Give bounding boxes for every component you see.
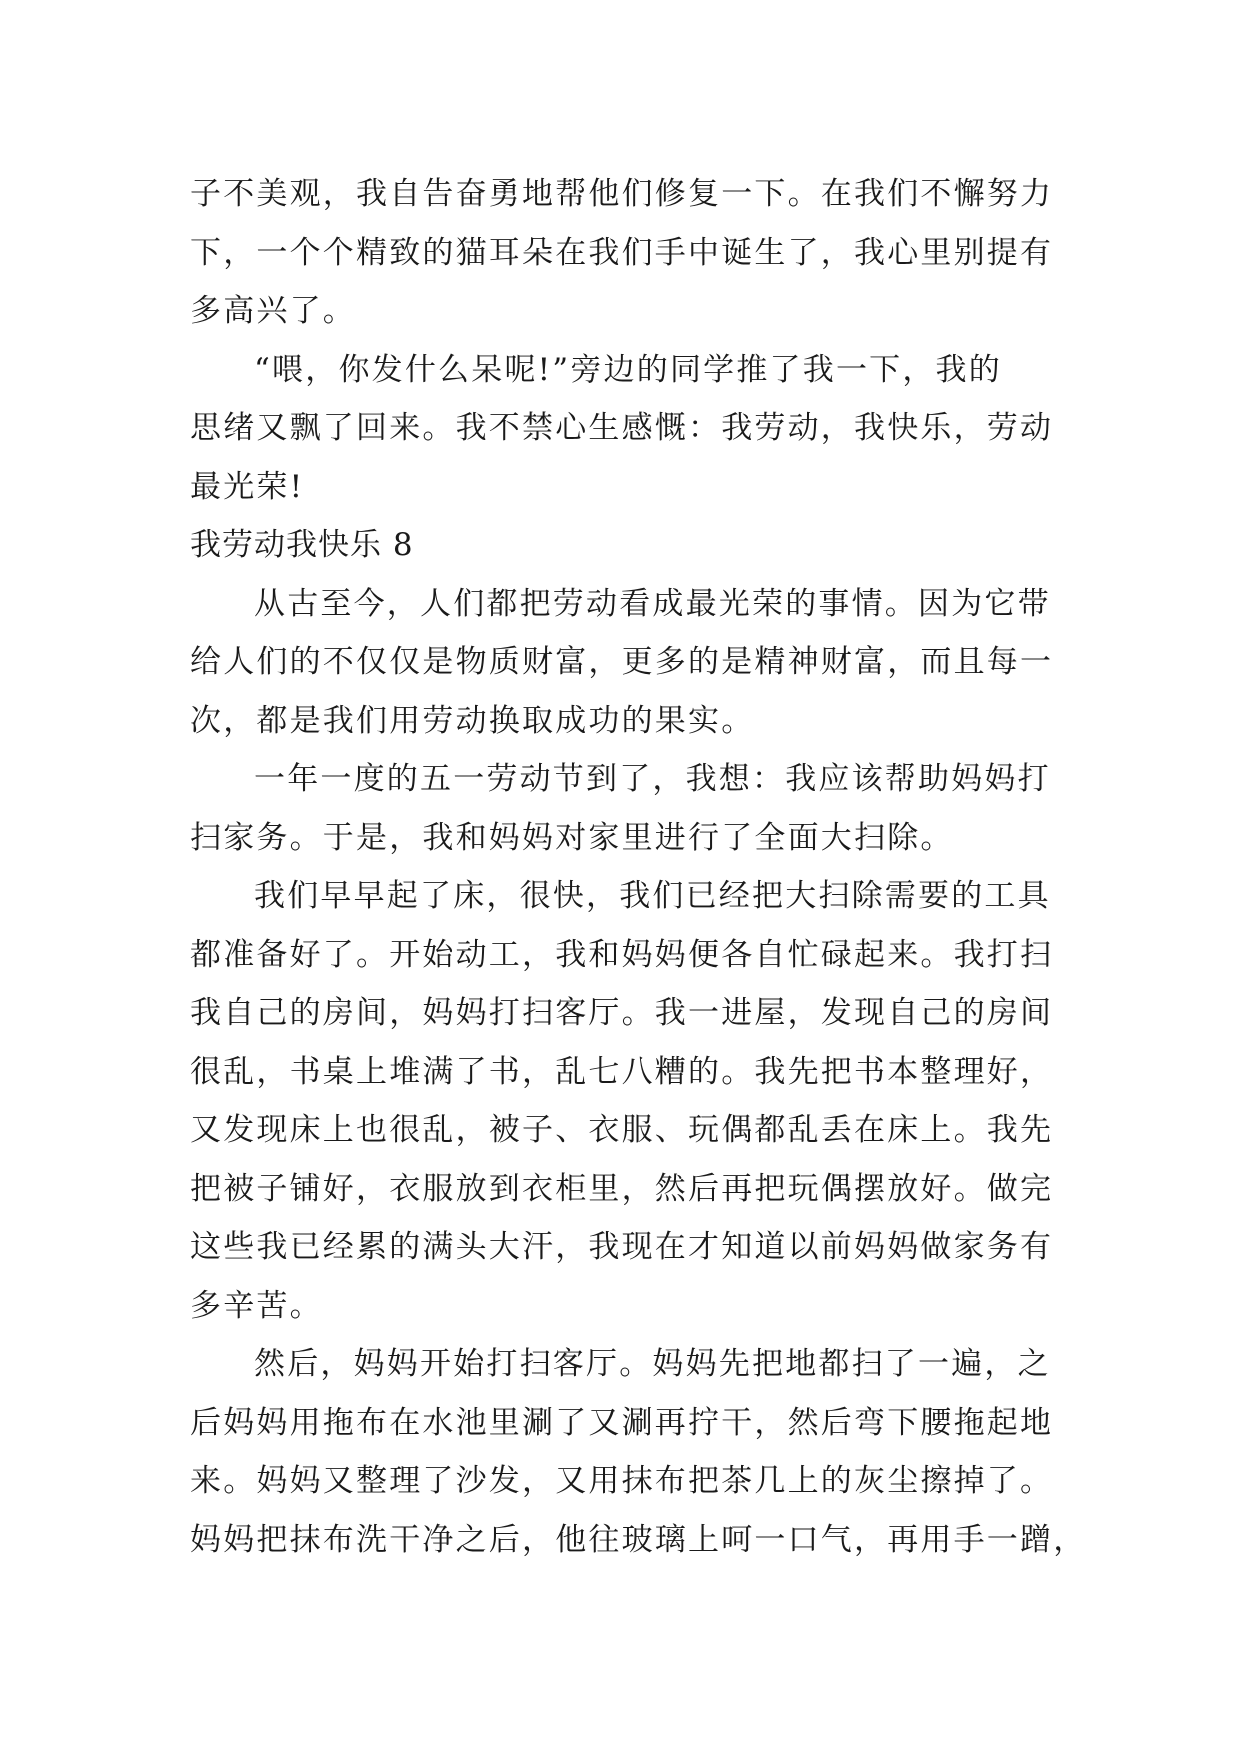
text-line: 扫家务。于是，我和妈妈对家里进行了全面大扫除。 — [190, 819, 954, 856]
text-line: 思绪又飘了回来。我不禁心生感慨：我劳动，我快乐，劳动 — [190, 410, 1054, 446]
text-line: 多高兴了。 — [190, 293, 356, 329]
text-line: 给人们的不仅仅是物质财富，更多的是精神财富，而且每一 — [190, 644, 1054, 680]
text-line: “喂，你发什么呆呢!”旁边的同学推了我一下，我的 — [254, 351, 1002, 388]
text-line: 又发现床上也很乱，被子、衣服、玩偶都乱丢在床上。我先 — [190, 1112, 1054, 1148]
text-line: 把被子铺好，衣服放到衣柜里，然后再把玩偶摆放好。做完 — [190, 1170, 1054, 1207]
text-line: 然后，妈妈开始打扫客厅。妈妈先把地都扫了一遍，之 — [254, 1346, 1051, 1382]
text-line: 来。妈妈又整理了沙发，又用抹布把茶几上的灰尘擦掉了。 — [190, 1463, 1054, 1499]
text-line: 都准备好了。开始动工，我和妈妈便各自忙碌起来。我打扫 — [190, 936, 1054, 973]
text-line: 我们早早起了床，很快，我们已经把大扫除需要的工具 — [254, 878, 1051, 914]
section-title: 我劳动我快乐 8 — [190, 527, 414, 563]
text-line: 妈妈把抹布洗干净之后，他往玻璃上呵一口气，再用手一蹭， — [190, 1521, 1087, 1558]
text-line: 从古至今，人们都把劳动看成最光荣的事情。因为它带 — [254, 585, 1051, 622]
text-line: 最光荣! — [190, 468, 305, 505]
text-line: 这些我已经累的满头大汗，我现在才知道以前妈妈做家务有 — [190, 1229, 1054, 1265]
text-line: 子不美观，我自告奋勇地帮他们修复一下。在我们不懈努力 — [190, 176, 1054, 212]
text-line: 我自己的房间，妈妈打扫客厅。我一进屋，发现自己的房间 — [190, 995, 1054, 1031]
text-line: 多辛苦。 — [190, 1287, 323, 1324]
text-line: 后妈妈用拖布在水池里涮了又涮再拧干，然后弯下腰拖起地 — [190, 1404, 1054, 1441]
text-line: 次，都是我们用劳动换取成功的果实。 — [190, 702, 755, 739]
document-body — [190, 165, 1087, 1569]
text-line: 很乱，书桌上堆满了书，乱七八糟的。我先把书本整理好， — [190, 1053, 1054, 1090]
text-line: 一年一度的五一劳动节到了，我想：我应该帮助妈妈打 — [254, 761, 1051, 797]
text-line: 下，一个个精致的猫耳朵在我们手中诞生了，我心里别提有 — [190, 234, 1054, 271]
